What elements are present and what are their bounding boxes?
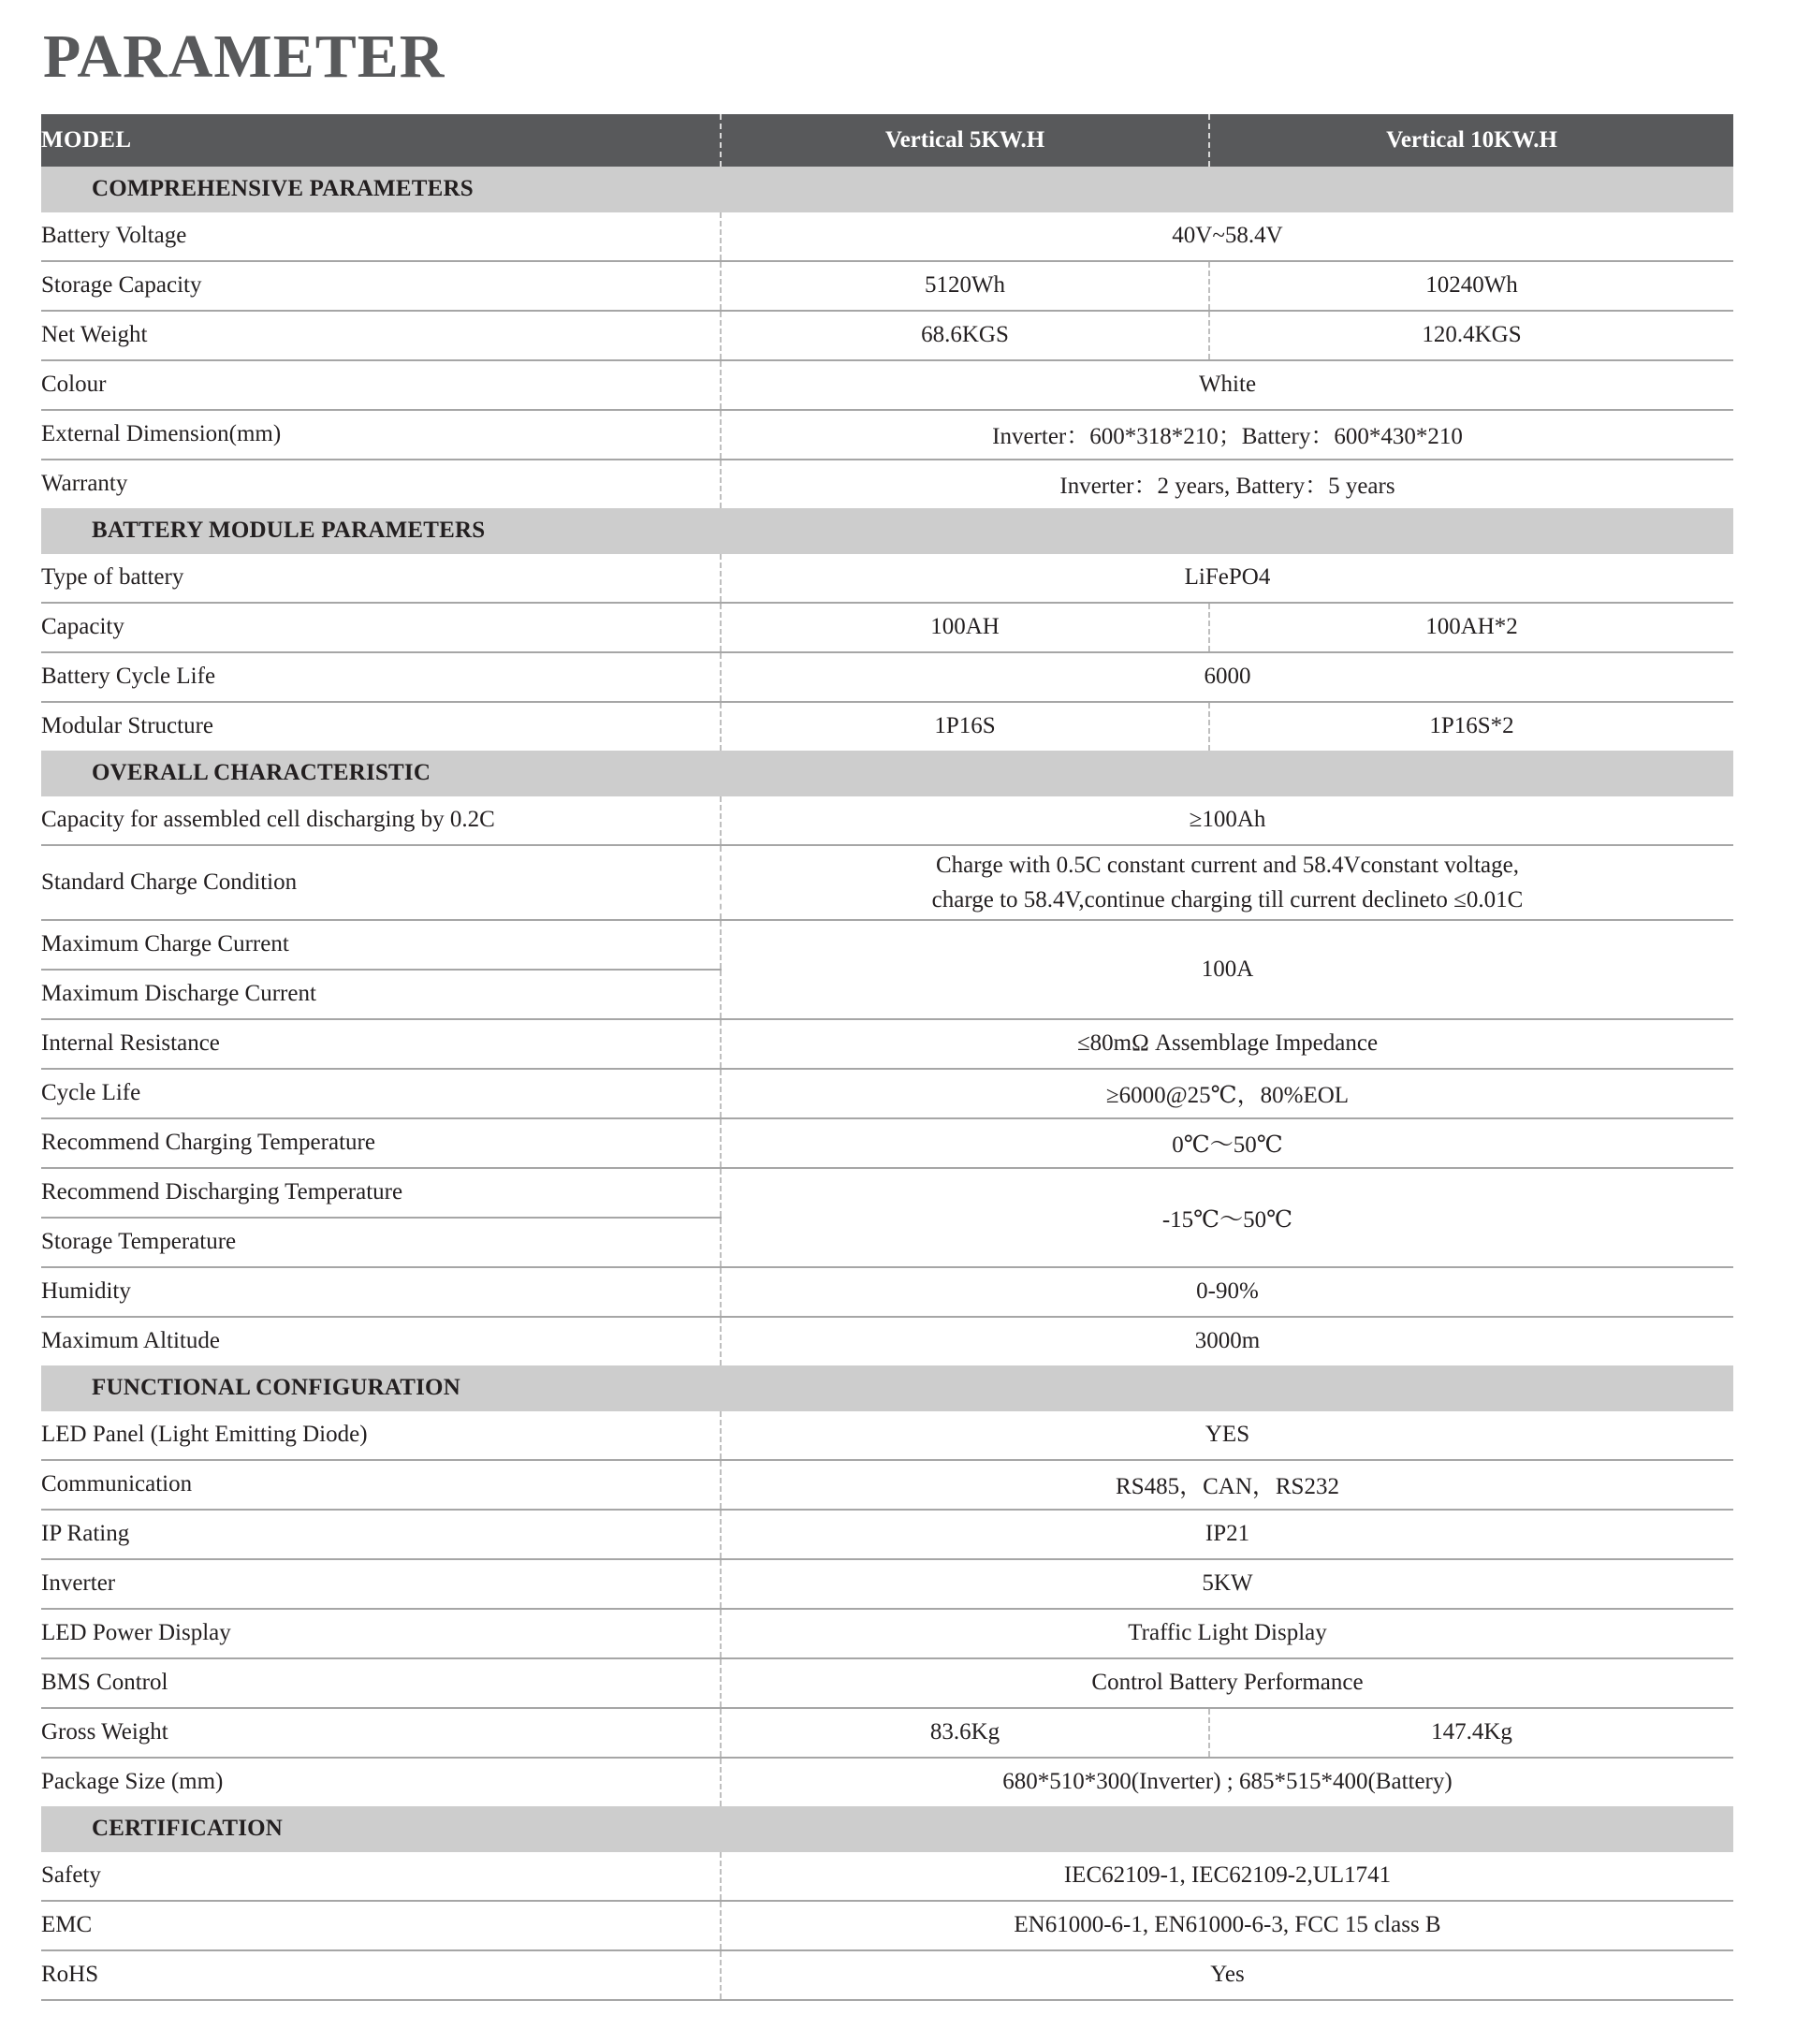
row-label-external-dimension-mm: External Dimension(mm) [41,410,721,460]
row-value-shared: 0-90% [721,1267,1733,1317]
section-header-certification [41,1806,1733,1852]
row-value-10kwh: 100AH*2 [1209,603,1733,652]
row-value-shared: 5KW [721,1559,1733,1609]
row-label-standard-charge-condition: Standard Charge Condition [41,845,721,920]
row-label-led-panel-light-emitting-diode: LED Panel (Light Emitting Diode) [41,1411,721,1460]
table-row [41,920,1733,970]
section-header-functional-configuration [41,1365,1733,1411]
row-label-maximum-altitude: Maximum Altitude [41,1317,721,1365]
row-value-shared: RS485，CAN，RS232 [721,1460,1733,1510]
row-label-type-of-battery: Type of battery [41,554,721,603]
row-value-shared: IP21 [721,1510,1733,1559]
row-label-package-size-mm: Package Size (mm) [41,1758,721,1806]
row-value-shared: -15℃～50℃ [721,1168,1733,1267]
row-label-capacity: Capacity [41,603,721,652]
row-value-shared: YES [721,1411,1733,1460]
table-row [41,1609,1733,1658]
row-label-modular-structure: Modular Structure [41,702,721,751]
row-value-shared: 680*510*300(Inverter) ; 685*515*400(Battery) [721,1758,1733,1806]
row-value-10kwh: 10240Wh [1209,261,1733,311]
section-header-overall-characteristic [41,751,1733,796]
row-label-cycle-life: Cycle Life [41,1069,721,1118]
table-row [41,1460,1733,1510]
table-row [41,360,1733,410]
row-value-shared: Inverter：600*318*210；Battery：600*430*210 [721,410,1733,460]
row-label-battery-voltage: Battery Voltage [41,212,721,261]
row-value-shared: 3000m [721,1317,1733,1365]
section-title: OVERALL CHARACTERISTIC [41,751,1733,796]
row-value-shared: 0℃～50℃ [721,1118,1733,1168]
column-header-vertical-5kwh: Vertical 5KW.H [721,114,1209,167]
row-value-shared: Inverter：2 years, Battery：5 years [721,460,1733,508]
row-value-shared: EN61000-6-1, EN61000-6-3, FCC 15 class B [721,1901,1733,1950]
row-value-10kwh: 1P16S*2 [1209,702,1733,751]
row-label-internal-resistance: Internal Resistance [41,1019,721,1069]
row-label-ip-rating: IP Rating [41,1510,721,1559]
table-row [41,845,1733,920]
row-label-emc: EMC [41,1901,721,1950]
table-row [41,1708,1733,1758]
row-label-recommend-discharging-temperature: Recommend Discharging Temperature [41,1168,721,1218]
table-row [41,702,1733,751]
row-label-warranty: Warranty [41,460,721,508]
row-value-line-1: Charge with 0.5C constant current and 58.4Vconstant voltage, [935,852,1519,878]
column-header-model: MODEL [41,114,721,167]
row-value-line-2: charge to 58.4V,continue charging till current declineto ≤0.01C [931,886,1524,912]
row-label-maximum-charge-current: Maximum Charge Current [41,920,721,970]
row-label-rohs: RoHS [41,1950,721,2000]
table-row [41,1267,1733,1317]
row-label-capacity-for-assembled-cell-discharging-by-0-2c: Capacity for assembled cell discharging by 0.2C [41,796,721,845]
row-label-storage-temperature: Storage Temperature [41,1218,721,1267]
table-row [41,603,1733,652]
row-value-10kwh: 120.4KGS [1209,311,1733,360]
table-row [41,554,1733,603]
row-value-shared: 6000 [721,652,1733,702]
table-row [41,410,1733,460]
section-title: CERTIFICATION [41,1806,1733,1852]
specification-table [41,114,1733,2001]
row-label-inverter: Inverter [41,1559,721,1609]
table-row [41,1411,1733,1460]
row-value-shared: 100A [721,920,1733,1019]
row-value-shared: ≤80mΩ Assemblage Impedance [721,1019,1733,1069]
row-value-5kwh: 68.6KGS [721,311,1209,360]
row-value-shared: IEC62109-1, IEC62109-2,UL1741 [721,1852,1733,1901]
row-label-maximum-discharge-current: Maximum Discharge Current [41,970,721,1019]
table-row [41,1559,1733,1609]
row-value-10kwh: 147.4Kg [1209,1708,1733,1758]
section-title: COMPREHENSIVE PARAMETERS [41,167,1733,212]
table-row [41,1758,1733,1806]
table-row [41,1069,1733,1118]
row-value-5kwh: 1P16S [721,702,1209,751]
row-value-5kwh: 83.6Kg [721,1708,1209,1758]
table-row [41,212,1733,261]
row-value-shared: LiFePO4 [721,554,1733,603]
row-label-battery-cycle-life: Battery Cycle Life [41,652,721,702]
row-label-safety: Safety [41,1852,721,1901]
row-value-shared: Control Battery Performance [721,1658,1733,1708]
table-row [41,1658,1733,1708]
table-row [41,1168,1733,1218]
table-row [41,1901,1733,1950]
table-header [41,114,1733,167]
table-row [41,796,1733,845]
table-row [41,1852,1733,1901]
table-row [41,1510,1733,1559]
table-row [41,311,1733,360]
section-header-comprehensive-parameters [41,167,1733,212]
row-label-gross-weight: Gross Weight [41,1708,721,1758]
page-title: PARAMETER [43,22,445,91]
table-row [41,460,1733,508]
table-row [41,1950,1733,2000]
row-value-shared: ≥100Ah [721,796,1733,845]
section-title: FUNCTIONAL CONFIGURATION [41,1365,1733,1411]
column-header-vertical-10kwh: Vertical 10KW.H [1209,114,1733,167]
section-title: BATTERY MODULE PARAMETERS [41,508,1733,554]
row-label-colour: Colour [41,360,721,410]
row-value-shared: White [721,360,1733,410]
table-body [41,167,1733,2000]
row-label-net-weight: Net Weight [41,311,721,360]
row-value-shared: Yes [721,1950,1733,2000]
table-row [41,1317,1733,1365]
row-label-bms-control: BMS Control [41,1658,721,1708]
row-value-shared [721,845,1733,920]
row-label-communication: Communication [41,1460,721,1510]
row-value-shared: 40V~58.4V [721,212,1733,261]
row-value-shared: ≥6000@25℃，80%EOL [721,1069,1733,1118]
table-row [41,652,1733,702]
table-row [41,1118,1733,1168]
row-label-humidity: Humidity [41,1267,721,1317]
section-header-battery-module-parameters [41,508,1733,554]
table-header-row [41,114,1733,167]
row-value-shared: Traffic Light Display [721,1609,1733,1658]
table-row [41,1019,1733,1069]
row-value-5kwh: 5120Wh [721,261,1209,311]
row-label-recommend-charging-temperature: Recommend Charging Temperature [41,1118,721,1168]
row-value-5kwh: 100AH [721,603,1209,652]
row-label-led-power-display: LED Power Display [41,1609,721,1658]
table-row [41,261,1733,311]
row-label-storage-capacity: Storage Capacity [41,261,721,311]
